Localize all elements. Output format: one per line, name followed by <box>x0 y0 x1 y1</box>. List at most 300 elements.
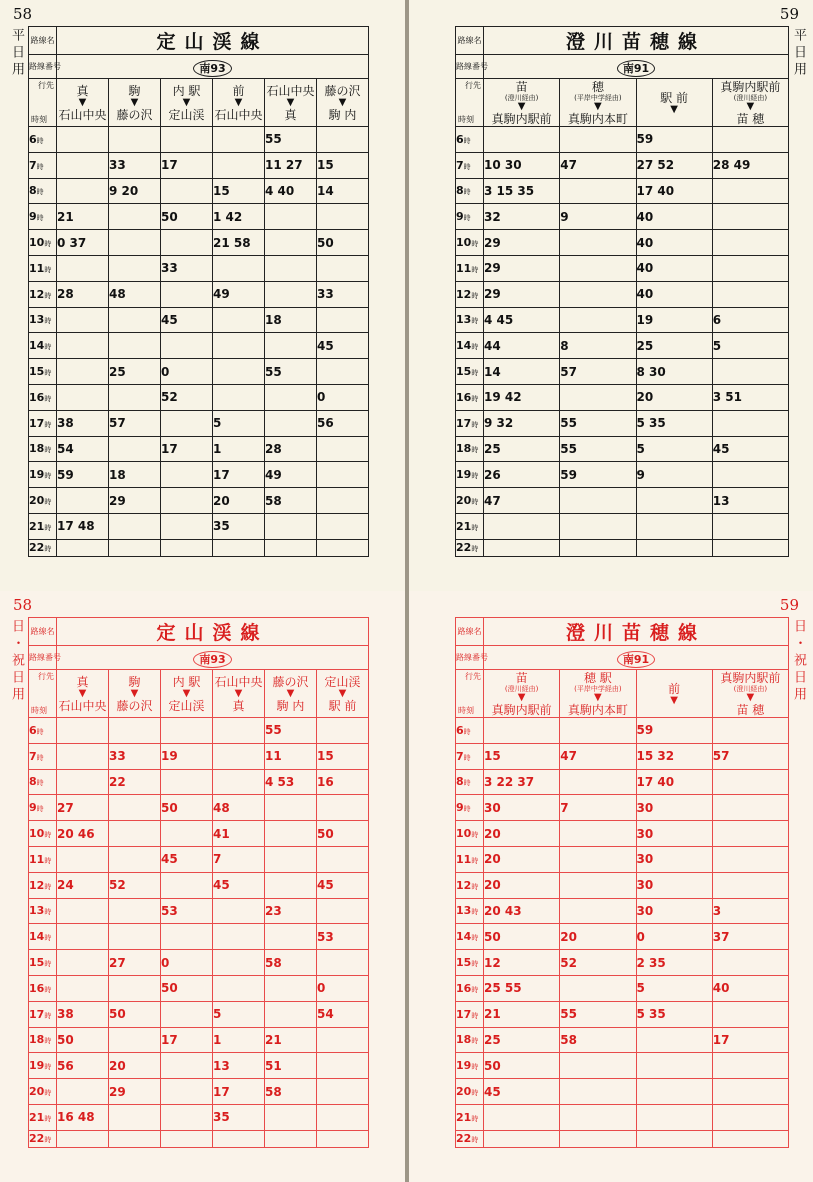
dest-bottom: 藤の沢 <box>116 698 153 713</box>
dest-label: 行先 <box>38 81 54 90</box>
dest-label: 行先 <box>465 672 481 681</box>
hour-row <box>456 821 789 847</box>
hour-value: 20 <box>29 494 45 508</box>
minutes-cell: 50 <box>484 1053 560 1079</box>
hour-value: 11 <box>456 852 472 866</box>
hour-row <box>29 846 369 872</box>
hour-cell <box>29 795 57 821</box>
minutes-cell: 57 <box>560 359 636 385</box>
hour-row <box>456 152 789 178</box>
hour-row <box>456 539 789 556</box>
hour-cell <box>456 795 484 821</box>
destination-header <box>161 79 213 127</box>
hour-cell <box>456 127 484 153</box>
hour-cell <box>456 255 484 281</box>
minutes-cell: 0 <box>317 975 369 1001</box>
hour-suffix: 時 <box>44 1063 52 1072</box>
minutes-cell <box>161 539 213 556</box>
minutes-cell <box>560 846 636 872</box>
minutes-cell: 29 <box>484 255 560 281</box>
down-arrow-icon: ▼ <box>234 687 243 699</box>
hour-row <box>29 230 369 256</box>
minutes-cell: 50 <box>161 795 213 821</box>
hour-value: 17 <box>29 1007 45 1021</box>
hour-suffix: 時 <box>36 136 44 145</box>
hour-cell <box>456 769 484 795</box>
minutes-cell <box>636 539 712 556</box>
hour-row <box>29 462 369 488</box>
minutes-cell: 55 <box>265 718 317 744</box>
minutes-cell <box>317 795 369 821</box>
hour-cell <box>456 872 484 898</box>
minutes-cell: 17 <box>712 1027 788 1053</box>
timetable <box>28 26 369 557</box>
hour-cell <box>456 178 484 204</box>
minutes-cell: 0 37 <box>57 230 109 256</box>
minutes-cell: 52 <box>560 950 636 976</box>
minutes-cell <box>57 769 109 795</box>
hour-suffix: 時 <box>471 1114 479 1123</box>
minutes-cell: 58 <box>560 1027 636 1053</box>
minutes-cell: 59 <box>560 462 636 488</box>
hour-cell <box>29 1053 57 1079</box>
minutes-cell <box>712 359 788 385</box>
minutes-cell <box>161 281 213 307</box>
hour-value: 21 <box>456 519 472 533</box>
hour-cell <box>29 230 57 256</box>
down-arrow-icon: ▼ <box>670 103 678 115</box>
minutes-cell: 50 <box>109 1001 161 1027</box>
hour-suffix: 時 <box>463 162 471 171</box>
hour-row <box>29 307 369 333</box>
down-arrow-icon: ▼ <box>130 687 139 699</box>
minutes-cell: 15 <box>317 743 369 769</box>
dest-top: 真駒内駅前 <box>720 670 781 685</box>
minutes-cell <box>109 821 161 847</box>
minutes-cell: 10 30 <box>484 152 560 178</box>
minutes-cell <box>57 384 109 410</box>
weekday-right-page <box>409 0 813 591</box>
hour-row <box>456 204 789 230</box>
minutes-cell: 41 <box>213 821 265 847</box>
minutes-cell <box>57 846 109 872</box>
hour-value: 13 <box>29 904 45 918</box>
minutes-cell <box>484 513 560 539</box>
minutes-cell: 23 <box>265 898 317 924</box>
minutes-cell: 3 15 35 <box>484 178 560 204</box>
minutes-cell <box>161 1001 213 1027</box>
minutes-cell: 25 <box>484 1027 560 1053</box>
minutes-cell <box>712 178 788 204</box>
hour-suffix: 時 <box>471 1037 479 1046</box>
hour-row <box>456 410 789 436</box>
side-label: 平日用 <box>791 28 806 79</box>
hour-row <box>29 898 369 924</box>
minutes-cell <box>317 1104 369 1130</box>
minutes-cell: 52 <box>109 872 161 898</box>
minutes-cell <box>265 281 317 307</box>
dest-bottom: 石山中央 <box>58 107 107 122</box>
minutes-cell <box>712 1001 788 1027</box>
minutes-cell: 53 <box>317 924 369 950</box>
hour-value: 12 <box>456 878 472 892</box>
minutes-cell: 18 <box>265 307 317 333</box>
down-arrow-icon: ▼ <box>182 687 191 699</box>
hour-cell <box>456 488 484 514</box>
hour-suffix: 時 <box>44 908 52 917</box>
down-arrow-icon: ▼ <box>286 687 295 699</box>
minutes-cell <box>712 1130 788 1147</box>
hour-value: 14 <box>456 339 472 353</box>
hour-suffix: 時 <box>44 446 52 455</box>
hour-row <box>456 230 789 256</box>
hour-cell <box>456 1079 484 1105</box>
dest-bottom: 定山渓 <box>168 107 205 122</box>
hour-cell <box>456 898 484 924</box>
hour-value: 21 <box>29 519 45 533</box>
minutes-cell <box>213 718 265 744</box>
minutes-cell: 11 <box>265 743 317 769</box>
dest-top: 定山渓 <box>324 674 361 689</box>
side-label: 日・祝日用 <box>9 619 24 704</box>
minutes-cell: 20 <box>484 821 560 847</box>
minutes-cell: 51 <box>265 1053 317 1079</box>
down-arrow-icon: ▼ <box>746 691 755 703</box>
hour-cell <box>456 821 484 847</box>
hour-row <box>456 1001 789 1027</box>
dest-bottom: 石山中央 <box>58 698 107 713</box>
hour-row <box>29 872 369 898</box>
minutes-cell <box>109 975 161 1001</box>
minutes-cell: 5 <box>213 1001 265 1027</box>
hour-value: 15 <box>29 365 45 379</box>
hour-cell <box>456 384 484 410</box>
hour-cell <box>456 975 484 1001</box>
dest-top: 穂 <box>591 79 604 94</box>
minutes-cell: 47 <box>484 488 560 514</box>
hour-suffix: 時 <box>471 908 479 917</box>
minutes-cell: 17 <box>161 436 213 462</box>
down-arrow-icon: ▼ <box>130 96 139 108</box>
minutes-cell <box>109 333 161 359</box>
minutes-cell <box>712 821 788 847</box>
hour-suffix: 時 <box>44 420 52 429</box>
page-number: 58 <box>13 596 33 614</box>
hour-value: 22 <box>456 1132 472 1146</box>
minutes-cell: 29 <box>484 230 560 256</box>
route-number-label: 路線番号 <box>29 653 61 662</box>
hour-suffix: 時 <box>471 1089 479 1098</box>
minutes-cell: 4 53 <box>265 769 317 795</box>
minutes-cell: 26 <box>484 462 560 488</box>
route-code-badge: 南91 <box>617 60 655 77</box>
hour-value: 9 <box>456 801 464 815</box>
minutes-cell: 20 <box>484 872 560 898</box>
hour-suffix: 時 <box>471 369 479 378</box>
hour-suffix: 時 <box>463 753 471 762</box>
minutes-cell: 40 <box>712 975 788 1001</box>
destination-header <box>560 79 636 127</box>
hour-cell <box>29 769 57 795</box>
hour-value: 13 <box>29 313 45 327</box>
minutes-cell <box>265 539 317 556</box>
minutes-cell <box>213 924 265 950</box>
minutes-cell <box>57 975 109 1001</box>
minutes-cell <box>265 795 317 821</box>
route-label: 路線名 <box>457 35 482 45</box>
minutes-cell <box>109 384 161 410</box>
route-label-cell <box>29 27 57 55</box>
dest-top: 石山中央 <box>266 83 315 98</box>
hour-cell <box>29 127 57 153</box>
hour-suffix: 時 <box>44 343 52 352</box>
destination-header <box>484 79 560 127</box>
minutes-cell <box>636 1079 712 1105</box>
minutes-cell: 5 <box>213 410 265 436</box>
route-code-cell <box>57 55 369 79</box>
minutes-cell: 50 <box>161 204 213 230</box>
down-arrow-icon: ▼ <box>594 100 602 112</box>
minutes-cell <box>560 307 636 333</box>
minutes-cell: 1 <box>213 1027 265 1053</box>
minutes-cell <box>317 718 369 744</box>
minutes-cell: 35 <box>213 513 265 539</box>
hour-value: 19 <box>456 468 472 482</box>
minutes-cell: 22 <box>109 769 161 795</box>
destination-header <box>57 670 109 718</box>
down-arrow-icon: ▼ <box>78 687 87 699</box>
hour-value: 19 <box>29 468 45 482</box>
minutes-cell: 19 42 <box>484 384 560 410</box>
hour-row <box>29 436 369 462</box>
dest-top: 前 <box>232 83 245 98</box>
minutes-cell <box>712 230 788 256</box>
minutes-cell: 20 <box>109 1053 161 1079</box>
page-number: 59 <box>779 5 799 23</box>
destination-header <box>109 670 161 718</box>
minutes-cell: 35 <box>213 1104 265 1130</box>
hour-value: 8 <box>456 184 464 198</box>
hour-suffix: 時 <box>36 727 44 736</box>
hour-row <box>456 975 789 1001</box>
hour-cell <box>29 462 57 488</box>
down-arrow-icon: ▼ <box>338 96 347 108</box>
minutes-cell: 30 <box>636 846 712 872</box>
route-code-cell <box>484 55 789 79</box>
hour-row <box>456 743 789 769</box>
route-label-cell <box>29 618 57 646</box>
minutes-cell <box>213 769 265 795</box>
hour-row <box>456 924 789 950</box>
holiday-left-page <box>0 591 405 1182</box>
minutes-cell: 27 <box>109 950 161 976</box>
hour-row <box>456 1027 789 1053</box>
destination-header <box>484 670 560 718</box>
minutes-cell: 55 <box>265 127 317 153</box>
dest-bottom: 駒 内 <box>328 107 357 122</box>
minutes-cell <box>57 307 109 333</box>
minutes-cell <box>57 488 109 514</box>
dest-bottom: 苗 穂 <box>736 702 765 717</box>
hour-row <box>29 718 369 744</box>
hour-value: 14 <box>29 930 45 944</box>
minutes-cell <box>213 950 265 976</box>
minutes-cell <box>265 230 317 256</box>
route-label-cell <box>456 27 484 55</box>
time-label: 時刻 <box>458 115 474 124</box>
minutes-cell <box>560 255 636 281</box>
minutes-cell <box>317 436 369 462</box>
hour-value: 7 <box>29 749 37 763</box>
minutes-cell <box>57 898 109 924</box>
minutes-cell <box>161 1130 213 1147</box>
dest-top: 石山中央 <box>214 674 263 689</box>
minutes-cell <box>57 1130 109 1147</box>
hour-row <box>29 743 369 769</box>
minutes-cell: 25 <box>636 333 712 359</box>
minutes-cell: 5 35 <box>636 1001 712 1027</box>
minutes-cell <box>213 255 265 281</box>
minutes-cell <box>161 513 213 539</box>
minutes-cell <box>712 1104 788 1130</box>
minutes-cell <box>317 1027 369 1053</box>
minutes-cell: 54 <box>57 436 109 462</box>
dest-label: 行先 <box>38 672 54 681</box>
minutes-cell: 55 <box>560 410 636 436</box>
minutes-cell: 14 <box>317 178 369 204</box>
minutes-cell <box>109 1104 161 1130</box>
hour-value: 12 <box>29 878 45 892</box>
hour-cell <box>29 718 57 744</box>
hour-value: 10 <box>456 827 472 841</box>
minutes-cell: 49 <box>265 462 317 488</box>
minutes-cell: 54 <box>317 1001 369 1027</box>
hour-suffix: 時 <box>36 162 44 171</box>
hour-cell <box>456 513 484 539</box>
minutes-cell <box>265 255 317 281</box>
hour-suffix: 時 <box>44 1011 52 1020</box>
minutes-cell <box>213 127 265 153</box>
minutes-cell <box>560 1079 636 1105</box>
hour-suffix: 時 <box>44 472 52 481</box>
hour-row <box>29 513 369 539</box>
route-label-cell <box>456 618 484 646</box>
hour-value: 7 <box>456 749 464 763</box>
minutes-cell <box>109 795 161 821</box>
minutes-cell: 18 <box>109 462 161 488</box>
hour-suffix: 時 <box>471 1136 479 1145</box>
hour-value: 18 <box>29 1033 45 1047</box>
hour-cell <box>29 975 57 1001</box>
hour-row <box>29 769 369 795</box>
hour-suffix: 時 <box>463 136 471 145</box>
minutes-cell <box>213 152 265 178</box>
minutes-cell: 6 <box>712 307 788 333</box>
hour-suffix: 時 <box>44 317 52 326</box>
minutes-cell: 25 <box>484 436 560 462</box>
hour-cell <box>456 281 484 307</box>
minutes-cell: 49 <box>213 281 265 307</box>
minutes-cell <box>560 1053 636 1079</box>
hour-suffix: 時 <box>44 1136 52 1145</box>
hour-cell <box>29 281 57 307</box>
hour-row <box>456 1130 789 1147</box>
minutes-cell <box>265 513 317 539</box>
minutes-cell: 33 <box>109 743 161 769</box>
minutes-cell <box>317 307 369 333</box>
minutes-cell <box>712 539 788 556</box>
minutes-cell <box>57 743 109 769</box>
minutes-cell: 17 <box>161 1027 213 1053</box>
minutes-cell <box>265 975 317 1001</box>
hour-suffix: 時 <box>471 343 479 352</box>
minutes-cell <box>560 898 636 924</box>
minutes-cell <box>109 539 161 556</box>
minutes-cell <box>560 178 636 204</box>
minutes-cell <box>57 127 109 153</box>
hour-row <box>456 513 789 539</box>
hour-value: 13 <box>456 904 472 918</box>
minutes-cell: 5 <box>636 436 712 462</box>
hour-value: 8 <box>29 775 37 789</box>
minutes-cell: 17 48 <box>57 513 109 539</box>
minutes-cell <box>213 975 265 1001</box>
minutes-cell <box>265 821 317 847</box>
hour-cell <box>29 204 57 230</box>
minutes-cell <box>109 513 161 539</box>
dest-via: (平岸中学経由) <box>574 93 622 102</box>
dest-bottom: 苗 穂 <box>736 111 765 126</box>
page-number: 59 <box>779 596 799 614</box>
minutes-cell: 58 <box>265 1079 317 1105</box>
hour-suffix: 時 <box>44 1089 52 1098</box>
minutes-cell: 5 35 <box>636 410 712 436</box>
minutes-cell <box>317 513 369 539</box>
minutes-cell <box>161 821 213 847</box>
minutes-cell <box>57 950 109 976</box>
hour-suffix: 時 <box>44 1114 52 1123</box>
hour-cell <box>456 359 484 385</box>
minutes-cell <box>712 795 788 821</box>
hour-suffix: 時 <box>44 265 52 274</box>
hour-cell <box>29 743 57 769</box>
minutes-cell: 45 <box>317 872 369 898</box>
minutes-cell <box>109 718 161 744</box>
hour-value: 8 <box>29 184 37 198</box>
minutes-cell <box>161 127 213 153</box>
minutes-cell: 50 <box>317 230 369 256</box>
minutes-cell <box>109 230 161 256</box>
minutes-cell <box>560 488 636 514</box>
dest-top: 真駒内駅前 <box>720 79 781 94</box>
dest-via: (澄川経由) <box>504 93 539 102</box>
minutes-cell <box>317 255 369 281</box>
hour-suffix: 時 <box>471 960 479 969</box>
hour-cell <box>456 152 484 178</box>
hour-value: 16 <box>456 981 472 995</box>
hour-suffix: 時 <box>471 291 479 300</box>
minutes-cell: 33 <box>317 281 369 307</box>
minutes-cell: 28 <box>265 436 317 462</box>
minutes-cell <box>109 1130 161 1147</box>
hour-value: 9 <box>29 801 37 815</box>
route-name: 澄川苗穂線 <box>484 27 789 55</box>
minutes-cell: 19 <box>161 743 213 769</box>
hour-value: 6 <box>456 723 464 737</box>
minutes-cell: 8 30 <box>636 359 712 385</box>
hour-suffix: 時 <box>471 1063 479 1072</box>
minutes-cell <box>161 488 213 514</box>
